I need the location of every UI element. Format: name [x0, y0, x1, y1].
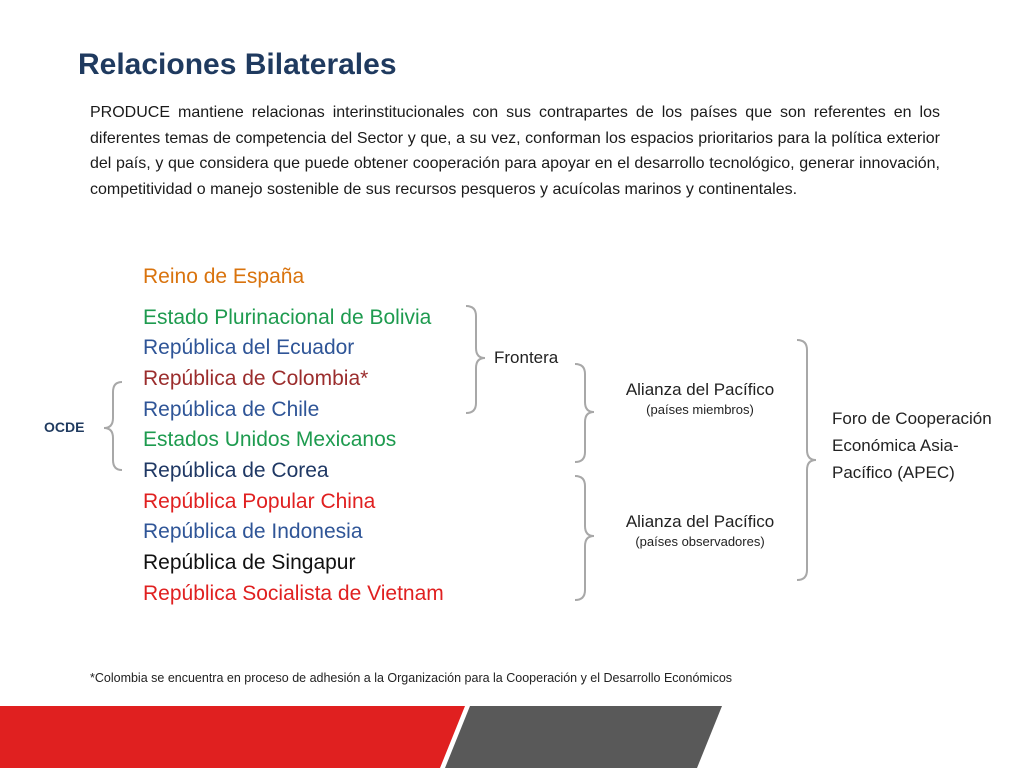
footer-decoration — [0, 706, 1024, 768]
apec-bracket — [797, 340, 816, 580]
country-bolivia: Estado Plurinacional de Bolivia — [143, 306, 432, 329]
country-china: República Popular China — [143, 490, 376, 513]
country-corea: República de Corea — [143, 459, 329, 482]
country-colombia: República de Colombia* — [143, 367, 369, 390]
country-chile: República de Chile — [143, 398, 320, 421]
apec-label: Foro de Cooperación Económica Asia-Pacífico (APEC) — [832, 409, 992, 482]
alianza-observadores-title: Alianza del Pacífico — [625, 512, 775, 531]
frontera-bracket — [466, 306, 485, 413]
footnote: *Colombia se encuentra en proceso de adhesión a la Organización para la Cooperación y el Desarrollo Económicos — [90, 671, 733, 685]
country-mexico: Estados Unidos Mexicanos — [143, 428, 397, 451]
alianza-miembros-bracket — [575, 364, 594, 462]
frontera-label: Frontera — [494, 348, 559, 367]
footer-gray-band — [445, 706, 722, 768]
country-ecuador: República del Ecuador — [143, 336, 355, 359]
alianza-observadores-subtitle: (países observadores) — [635, 534, 765, 549]
country-indonesia: República de Indonesia — [143, 520, 363, 543]
page-title: Relaciones Bilaterales — [78, 48, 397, 81]
alianza-miembros-subtitle: (países miembros) — [646, 402, 754, 417]
footer-red-band — [0, 706, 465, 768]
ocde-label: OCDE — [44, 419, 85, 435]
alianza-miembros-title: Alianza del Pacífico — [625, 380, 775, 399]
country-reino-espana: Reino de España — [143, 265, 305, 288]
alianza-observadores-bracket — [575, 476, 594, 600]
country-singapur: República de Singapur — [143, 551, 356, 574]
ocde-bracket — [104, 382, 122, 470]
intro-paragraph: PRODUCE mantiene relacionas interinstitucionales con sus contrapartes de los países que son referentes en los diferentes temas de competencia del Sector y que, a su vez, conforman los espacios prioritarios para la política exterior del país, y que considera que puede obtener cooperación para apoyar en el desarrollo tecnológico, generar innovación, competitividad o manejo sostenible de sus recursos pesqueros y acuícolas marinos y continentales. — [90, 104, 940, 198]
country-vietnam: República Socialista de Vietnam — [143, 582, 444, 605]
